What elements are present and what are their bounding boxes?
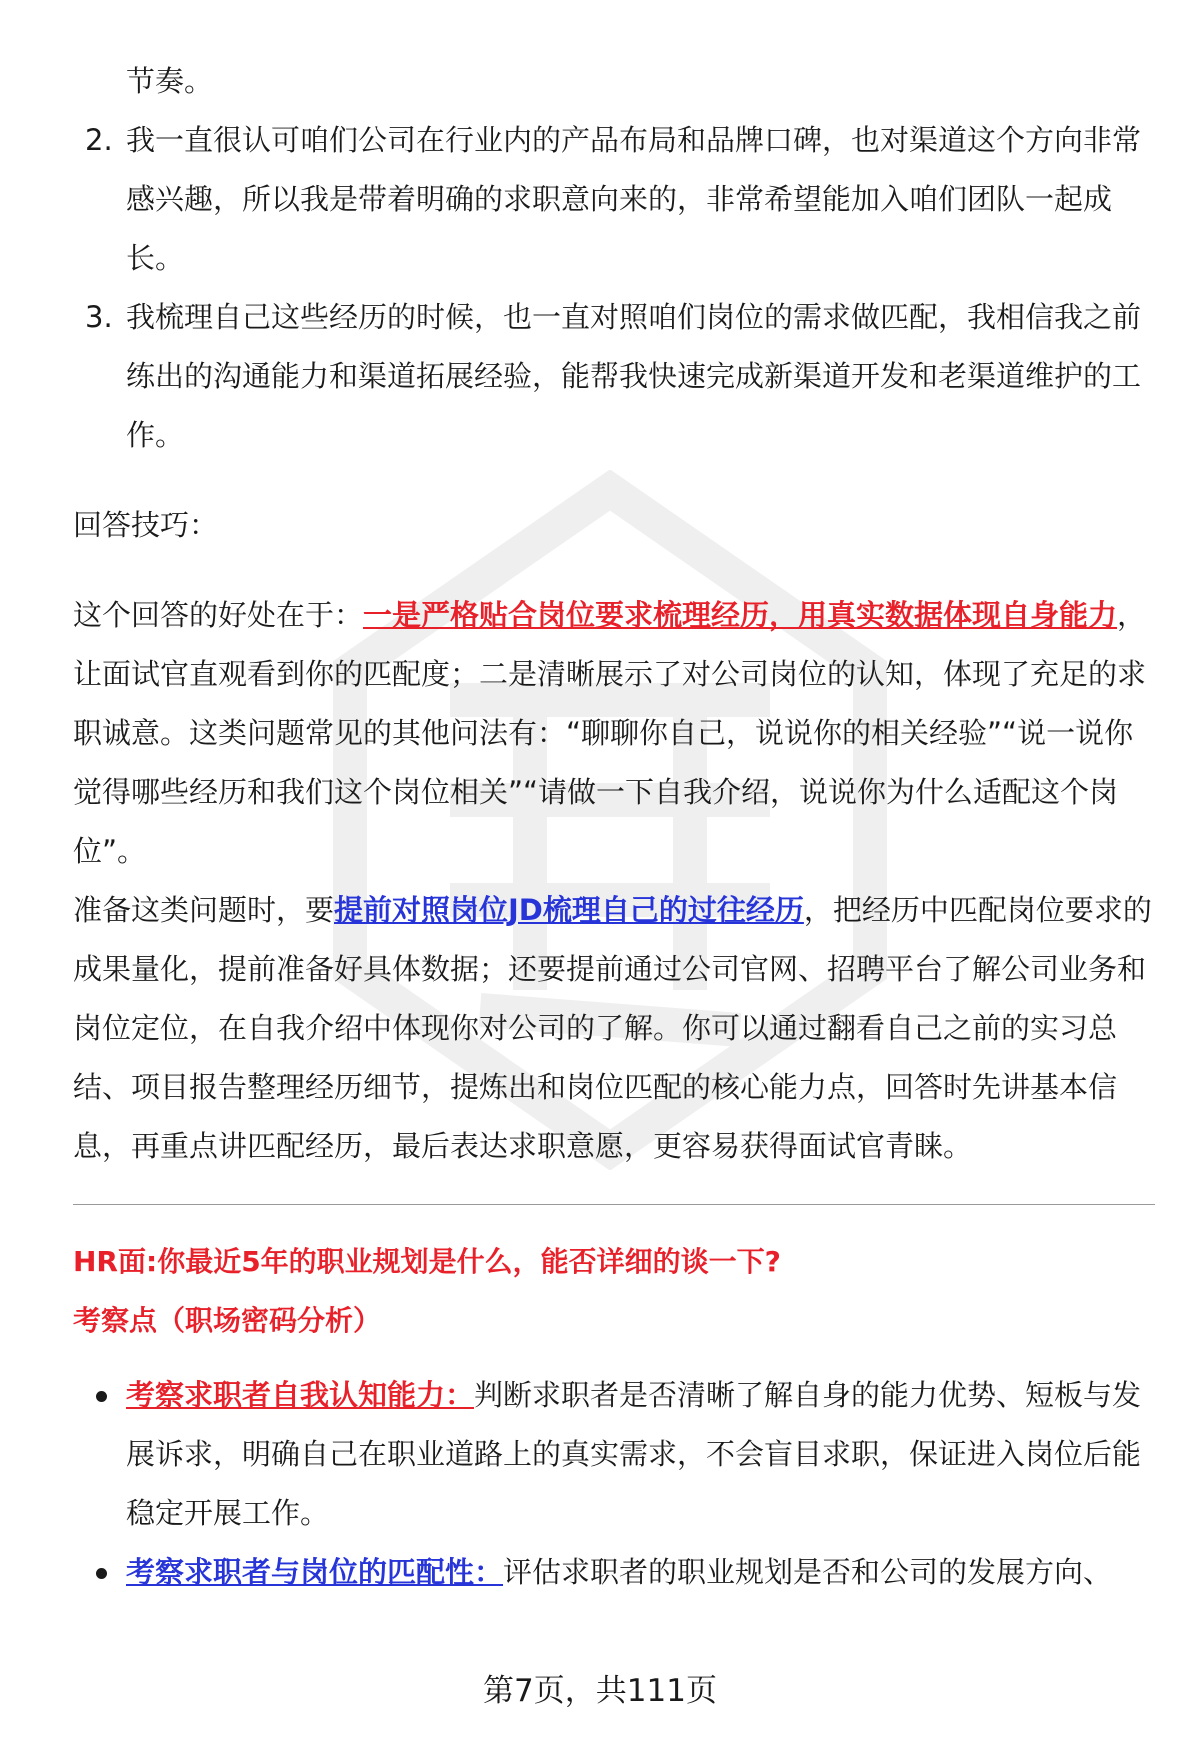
- tips-heading: 回答技巧：: [73, 508, 219, 542]
- list-number: 3.: [85, 300, 113, 334]
- bullet-text: 评估求职者的职业规划是否和公司的发展方向、: [503, 1555, 1113, 1589]
- bullet-list: [73, 1366, 1155, 1602]
- list-item-text: 我一直很认可咱们公司在行业内的产品布局和品牌口碑，也对渠道这个方向非常感兴趣，所以我是带着明确的求职意向来的，非常希望能加入咱们团队一起成长。: [126, 123, 1142, 275]
- section-divider: [73, 1204, 1155, 1205]
- bullet-dot-icon: [96, 1391, 107, 1402]
- bullet-label: 考察求职者自我认知能力：: [126, 1378, 475, 1412]
- highlight-blue: 提前对照岗位JD梳理自己的过往经历: [334, 893, 804, 927]
- bullet-item: [73, 1543, 1155, 1602]
- answer-benefit-paragraph: [73, 586, 1155, 881]
- highlight-red: 一是严格贴合岗位要求梳理经历，用真实数据体现自身能力: [363, 598, 1118, 632]
- document-page: [73, 52, 1155, 1602]
- list-item-continuation: 节奏。: [126, 64, 214, 98]
- paragraph-text: 准备这类问题时，要: [73, 893, 335, 927]
- numbered-list-item: [73, 111, 1155, 288]
- bullet-text: 判断求职者是否清晰了解自身的能力优势、短板与发展诉求，明确自己在职业道路上的真实需求，不会盲目求职，保证进入岗位后能稳定开展工作。: [126, 1378, 1142, 1530]
- paragraph-text: ，让面试官直观看到你的匹配度；二是清晰展示了对公司岗位的认知，体现了充足的求职诚意。这类问题常见的其他问法有：“聊聊你自己，说说你的相关经验”“说一说你觉得哪些经历和我们这个岗位相关”“请做一下自我介绍，说说你为什么适配这个岗位”。: [73, 598, 1147, 868]
- bullet-label: 考察求职者与岗位的匹配性：: [126, 1555, 504, 1589]
- question-heading: HR面:你最近5年的职业规划是什么，能否详细的谈一下?: [73, 1245, 781, 1278]
- preparation-paragraph: [73, 881, 1155, 1176]
- numbered-list-item: [73, 288, 1155, 465]
- paragraph-text: ，把经历中匹配岗位要求的成果量化，提前准备好具体数据；还要提前通过公司官网、招聘平台了解公司业务和岗位定位，在自我介绍中体现你对公司的了解。你可以通过翻看自己之前的实习总结、项目报告整理经历细节，提炼出和岗位匹配的核心能力点，回答时先讲基本信息，再重点讲匹配经历，最后表达求职意愿，更容易获得面试官青睐。: [73, 893, 1152, 1163]
- paragraph-text: 这个回答的好处在于：: [73, 598, 364, 632]
- bullet-item: [73, 1366, 1155, 1543]
- list-number: 2.: [85, 123, 113, 157]
- page-footer: 第7页，共111页: [483, 1673, 717, 1709]
- bullet-dot-icon: [96, 1568, 107, 1579]
- section-heading: 考察点（职场密码分析）: [73, 1304, 382, 1337]
- numbered-list: [73, 111, 1155, 465]
- list-item-text: 我梳理自己这些经历的时候，也一直对照咱们岗位的需求做匹配，我相信我之前练出的沟通能力和渠道拓展经验，能帮我快速完成新渠道开发和老渠道维护的工作。: [126, 300, 1142, 452]
